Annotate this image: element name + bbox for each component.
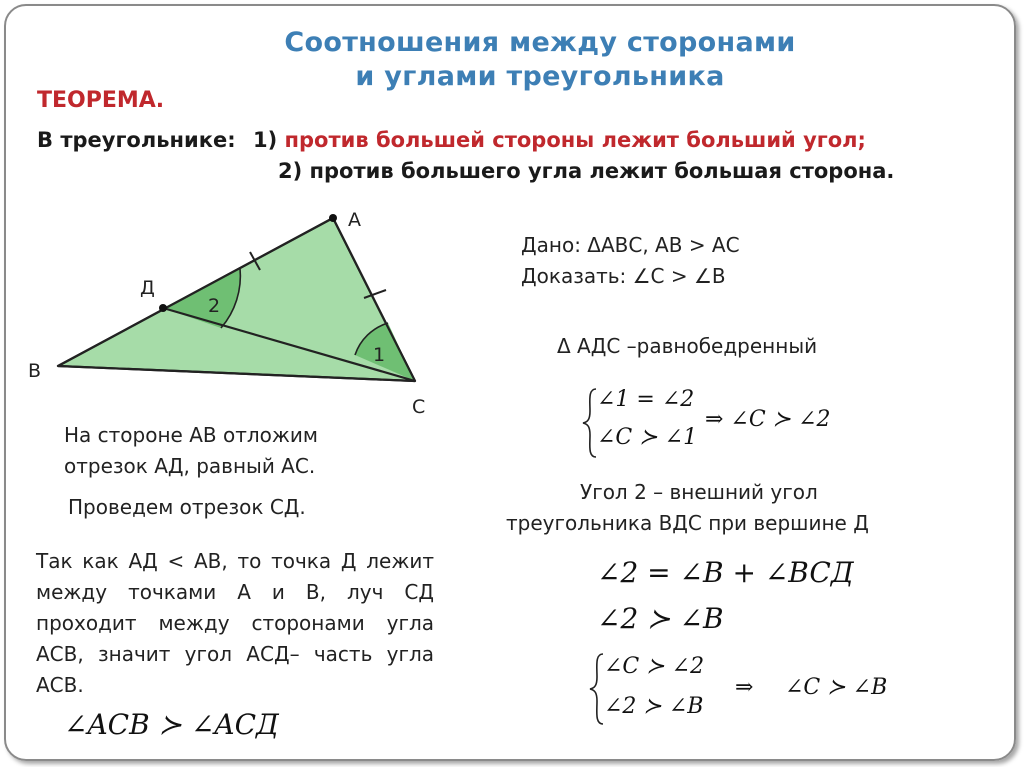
step-1 (64, 420, 318, 482)
page-title (240, 26, 840, 94)
formula-acb: ∠ACB ≻ ∠ACД (64, 708, 279, 741)
theorem-label: ТЕОРЕМА. (37, 88, 165, 113)
label-b: В (28, 360, 42, 382)
system-1-row-1: ∠1 = ∠2 (597, 387, 695, 412)
point-d (159, 304, 167, 312)
given-line-2: Доказать: ∠С > ∠В (521, 264, 726, 288)
formula-exterior: ∠2 = ∠B + ∠BCД (597, 556, 854, 589)
system-2-row-1: ∠C ≻ ∠2 (604, 654, 705, 679)
step-1-line-1: На стороне АВ отложим (64, 423, 318, 447)
exterior-line-1: Угол 2 – внешний угол (580, 480, 818, 504)
system-2-arrow: ⇒ (735, 675, 754, 700)
label-angle-1: 1 (373, 344, 386, 366)
theorem-prefix: В треугольнике: (37, 128, 236, 152)
triangle-figure (20, 200, 440, 420)
label-angle-2: 2 (208, 295, 221, 317)
given-line-1: Дано: ΔАВС, АВ > АС (521, 233, 740, 257)
label-d: Д (140, 277, 155, 299)
system-1-result: ⇒ ∠C ≻ ∠2 (705, 407, 831, 432)
point-a (329, 214, 337, 222)
system-2-row-2: ∠2 ≻ ∠B (604, 694, 704, 719)
theorem-item1-text: против большей стороны лежит больший угол; (284, 128, 866, 152)
system-2-result: ∠C ≻ ∠B (785, 675, 888, 700)
step-2: Проведем отрезок СД. (68, 495, 306, 519)
step-1-line-2: отрезок АД, равный АС. (64, 454, 316, 478)
theorem-statement-1 (37, 128, 866, 152)
theorem-statement-2: 2) против большего угла лежит большая сторона. (278, 159, 895, 183)
system-1-row-2: ∠C ≻ ∠1 (597, 425, 698, 450)
given-block (521, 230, 740, 292)
title-line-1: Соотношения между сторонами (284, 27, 796, 58)
formula-2-gt-b: ∠2 ≻ ∠B (597, 602, 724, 635)
label-c: С (412, 396, 426, 418)
exterior-line-2: треугольника ВДС при вершине Д (506, 511, 869, 535)
theorem-item1-num: 1) (252, 128, 278, 152)
title-line-2: и углами треугольника (355, 61, 725, 92)
label-a: А (348, 209, 361, 231)
isosceles-statement: Δ АДС –равнобедренный (557, 334, 818, 358)
step-3: Так как АД < АВ, то точка Д лежит между точками А и В, луч СД проходит между сторонами угла АСВ, значит угол АСД– часть угла АСВ. (36, 549, 434, 697)
